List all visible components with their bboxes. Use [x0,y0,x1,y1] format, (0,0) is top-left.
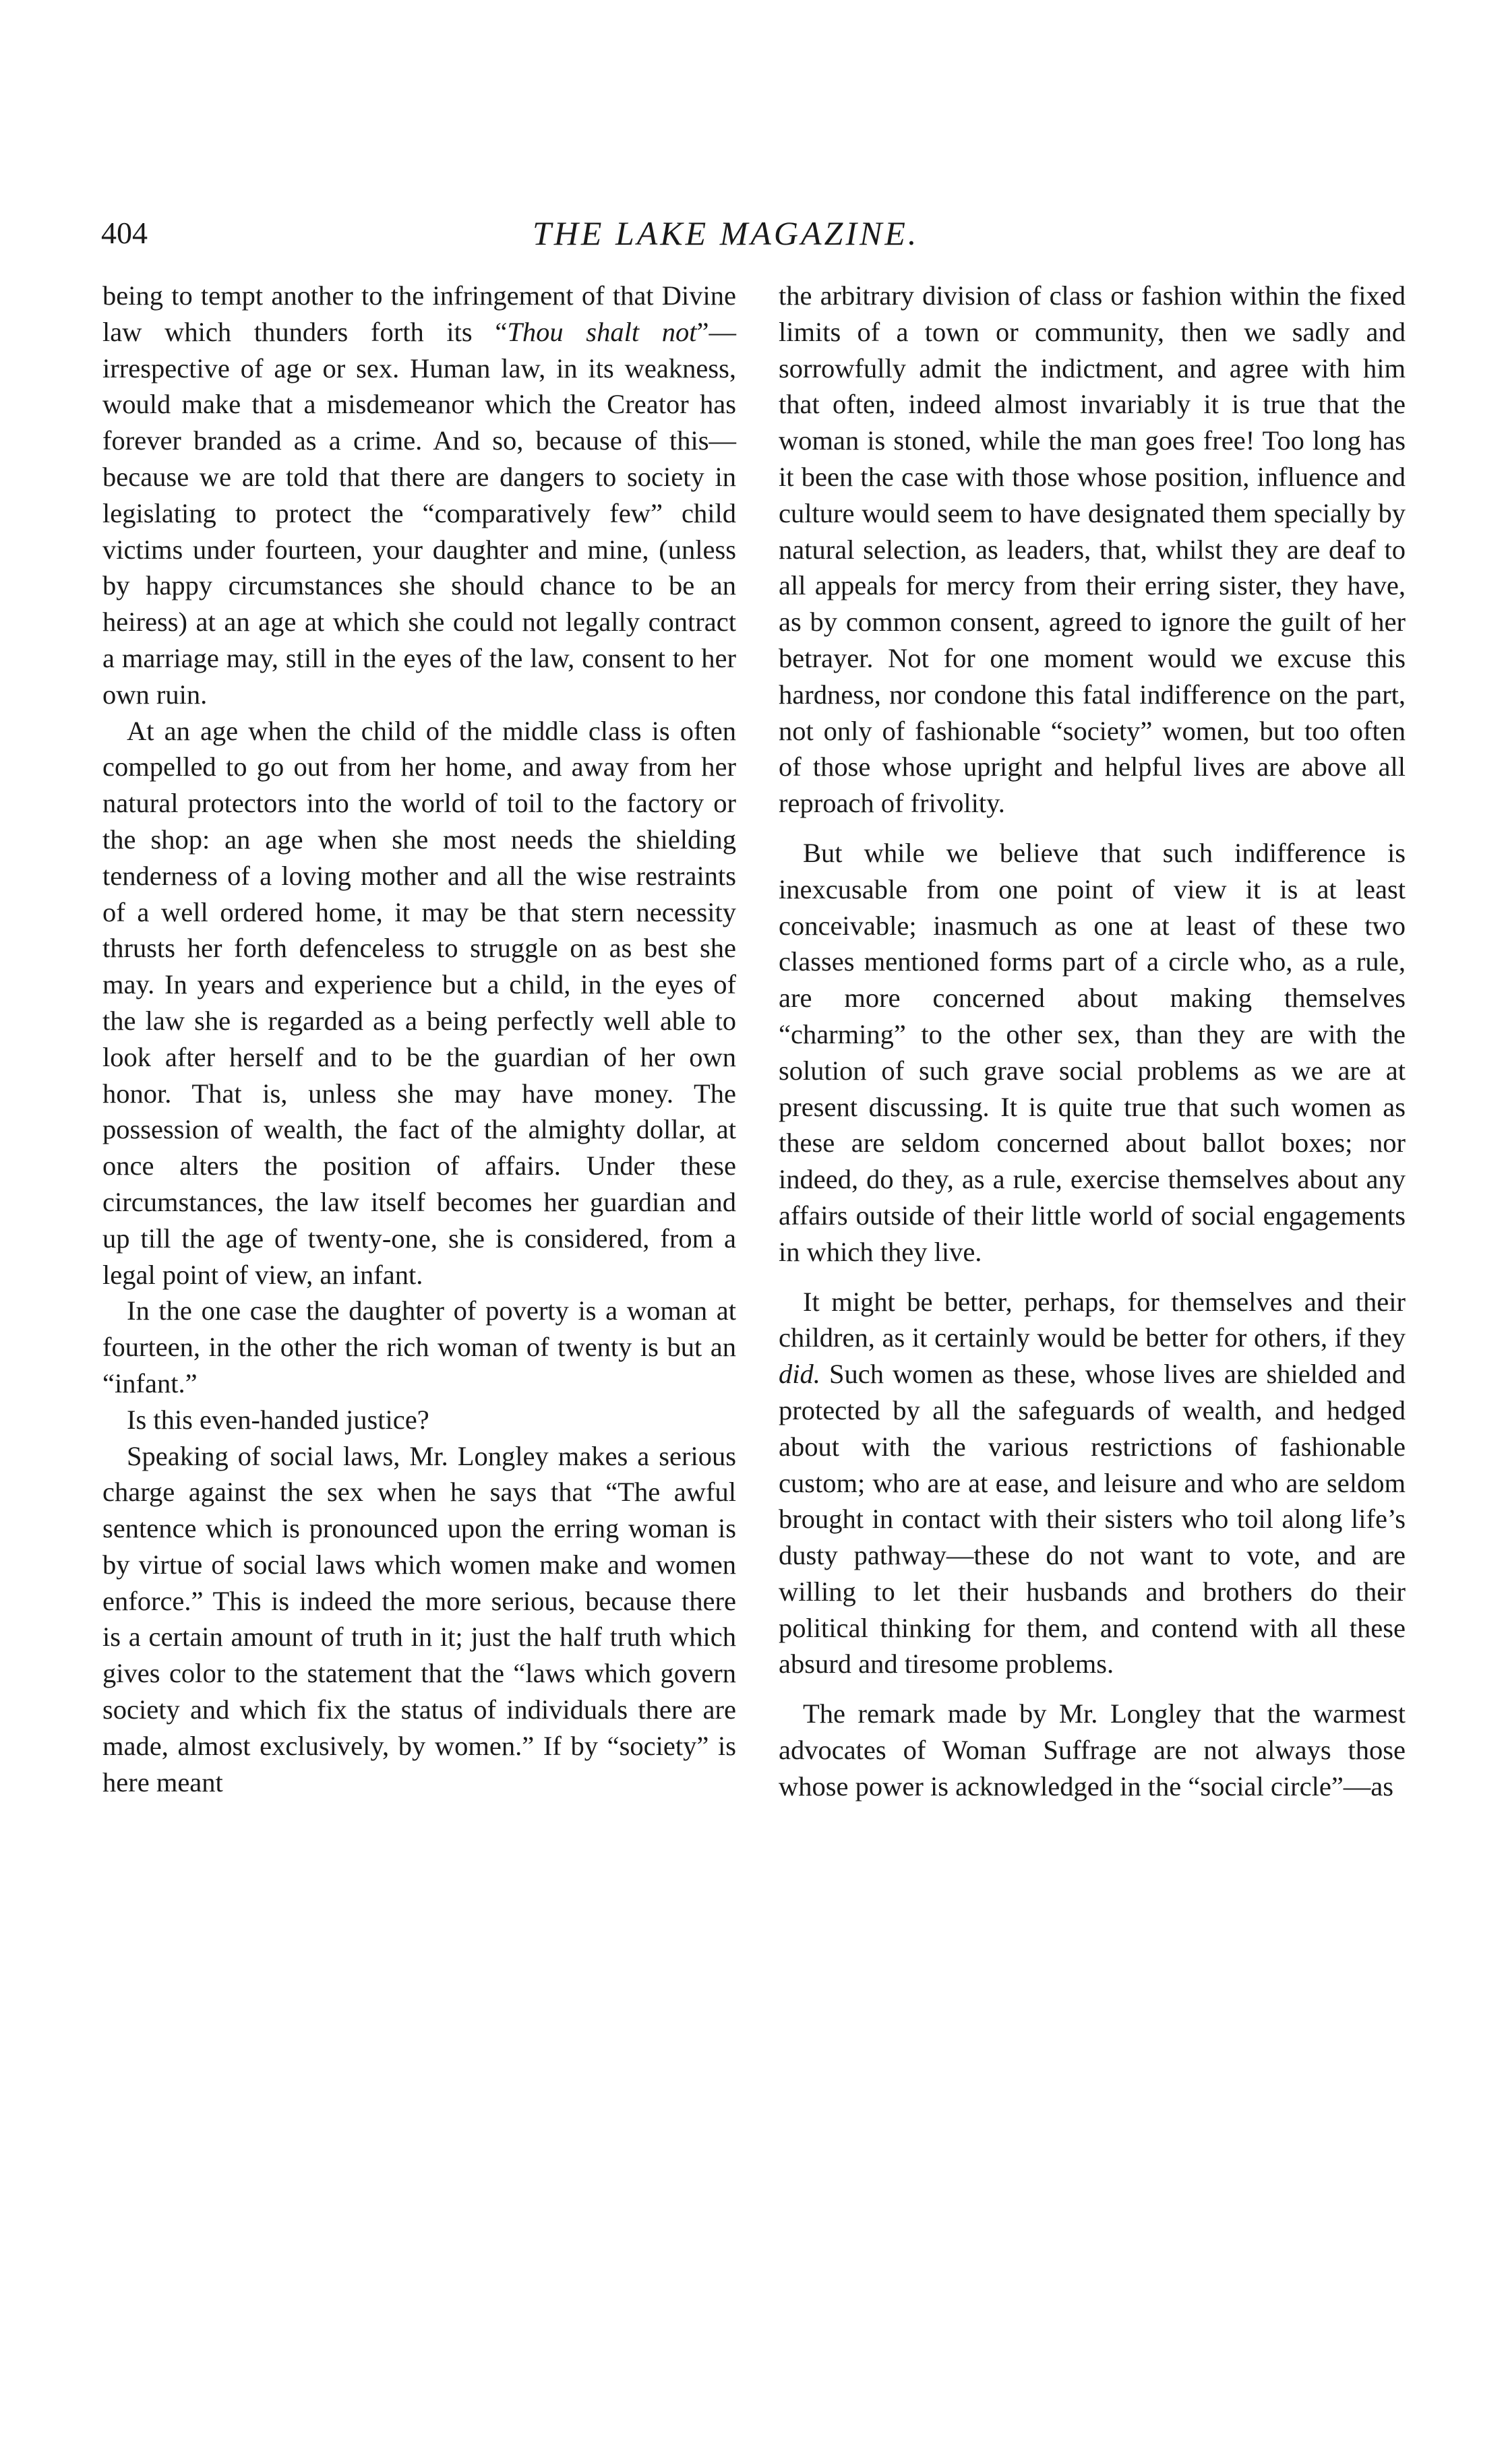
text-run: It might be better, perhaps, for themselves and their children, as it certainly would be better for others, if they [779,1286,1406,1353]
paragraph: In the one case the daughter of poverty is a woman at fourteen, in the other the rich woman of twenty is but an “infant.” [102,1295,736,1398]
journal-title: THE LAKE MAGAZINE. [533,214,920,252]
paragraph: Speaking of social laws, Mr. Longley makes a serious charge against the sex when he says that “The awful sentence which is pronounced upon the erring woman is by virtue of social laws which women make and women enforce.” This is indeed the more serious, because there is a certain amount of truth in it; just the half truth which gives color to the statement that the “laws which govern society and which fix the status of individuals there are made, almost exclusively, by women.” If by “society” is here meant [102,1440,736,1797]
text-run: ”—irrespective of age or sex. Human law, in its weakness, would make that a misdemeanor which the Creator has forever branded as a crime. And so, because of this—because we are told that there are dangers to society in legislating to protect the “comparatively few” child victims under fourteen, your daughter and mine, (unless by happy circumstances she should chance to be an heiress) at an age at which she could not legally contract a marriage may, still in the eyes of the law, consent to her own ruin. [102,316,736,710]
left-column [102,278,736,1800]
running-head [101,206,1409,260]
page-number: 404 [101,216,148,250]
paragraph: But while we believe that such indifference is inexcusable from one point of view it is at least conceivable; inasmuch as one at least of these two classes mentioned forms part of a circle who, as a rule, are more concerned about making themselves “charming” to the other sex, than they are with the solution of such grave social problems as we are at present discussing. It is quite true that such women as these are seldom concerned about ballot boxes; nor indeed, do they, as a rule, exercise themselves about any affairs outside of their little world of social engagements in which they live. [779,837,1406,1267]
right-column [779,278,1406,1805]
text-run: Such women as these, whose lives are shielded and protected by all the safeguards of wealth, and hedged about with the various restrictions of fashionable custom; who are at ease, and leisure and who are seldom brought in contact with their sisters who toil along life’s dusty pathway—these do not want to vote, and are willing to let their husbands and brothers do their political thinking for them, and contend with all these absurd and tiresome problems. [779,1359,1406,1680]
paragraph: the arbitrary division of class or fashion within the fixed limits of a town or community, then we sadly and sorrowfully admit the indictment, and agree with him that often, indeed almost invariably it is true that the woman is stoned, while the man goes free! Too long has it been the case with those whose position, influence and culture would seem to have designated them specially by natural selection, as leaders, that, whilst they are deaf to all appeals for mercy from their erring sister, they have, as by common consent, agreed to ignore the guilt of her betrayer. Not for one moment would we excuse this hardness, nor condone this fatal indifference on the part, not only of fashionable “society” women, but too often of those whose upright and helpful lives are above all reproach of frivolity. [779,280,1406,819]
emphasis-text: Thou shalt not [507,316,697,347]
paragraph: The remark made by Mr. Longley that the warmest advocates of Woman Suffrage are not always those whose power is acknowledged in the “social circle”—as [779,1698,1406,1801]
paragraph [102,278,736,713]
text-run: being to tempt another to the infringement of that Divine law which thunders forth its “ [102,280,736,347]
paragraph: Is this even-handed justice? [127,1404,429,1435]
paragraph [779,1284,1406,1683]
emphasis-text: did. [779,1359,820,1390]
paragraph: At an age when the child of the middle class is often compelled to go out from her home, and away from her natural protectors into the world of toil to the factory or the shop: an age when she most needs the shielding tenderness of a loving mother and all the wise restraints of a well ordered home, it may be that stern necessity thrusts her forth defenceless to struggle on as best she may. In years and experience but a child, in the eyes of the law she is regarded as a being perfectly well able to look after herself and to be the guardian of her own honor. That is, unless she may have money. The possession of wealth, the fact of the almighty dollar, at once alters the position of affairs. Under these circumstances, the law itself becomes her guardian and up till the age of twenty-one, she is considered, from a legal point of view, an infant. [102,715,736,1290]
